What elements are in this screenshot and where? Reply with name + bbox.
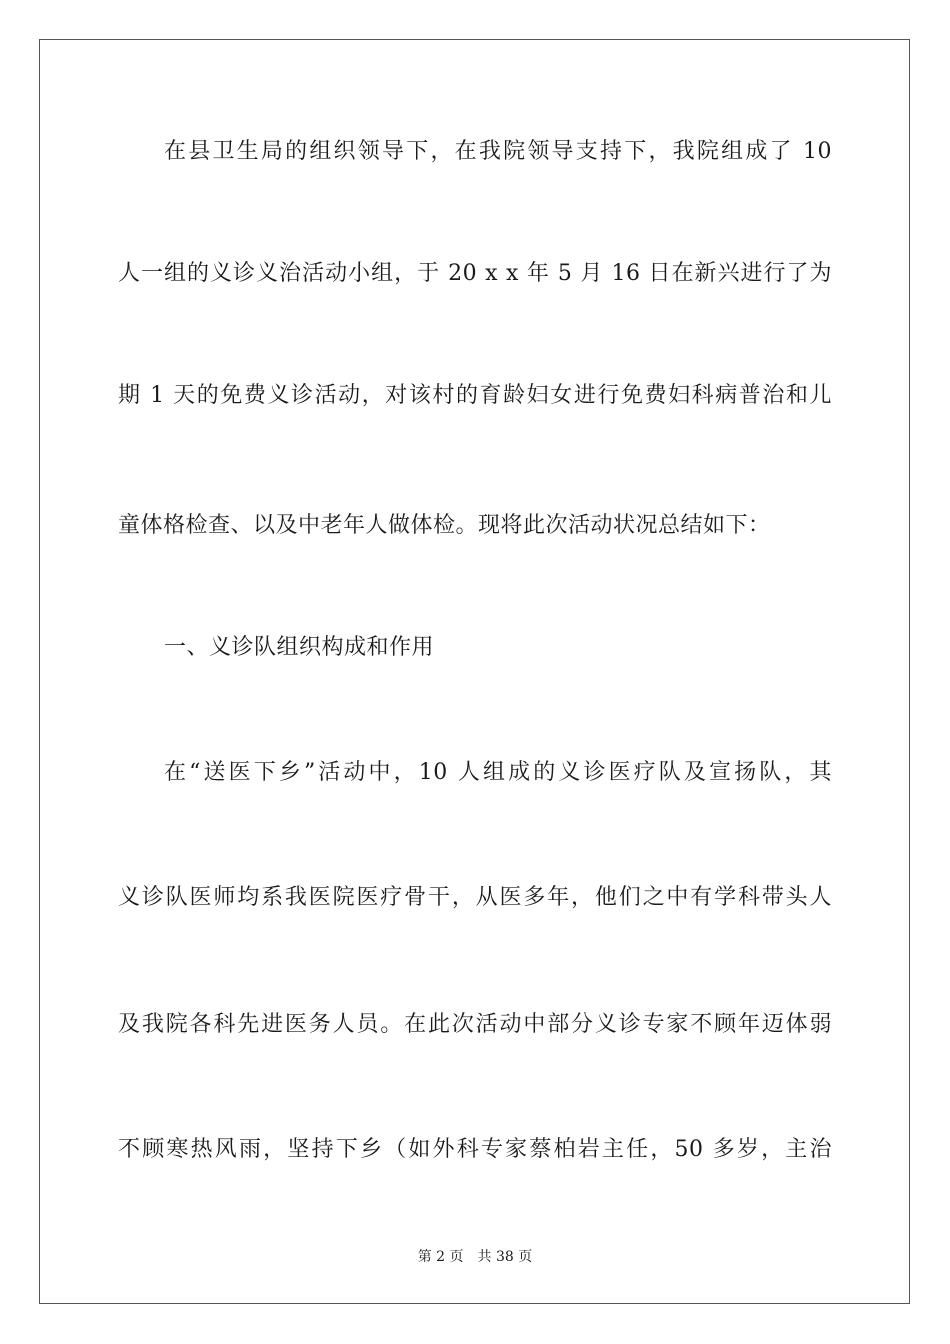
paragraph-line: 在“送医下乡”活动中，10 人组成的义诊医疗队及宣扬队，其: [164, 760, 832, 785]
page-total: 共 38 页: [477, 1249, 533, 1265]
paragraph-line: 童体格检查、以及中老年人做体检。现将此次活动状况总结如下：: [118, 513, 771, 538]
paragraph-line: 期 1 天的免费义诊活动，对该村的育龄妇女进行免费妇科病普治和儿: [118, 383, 832, 408]
page-footer: [0, 1248, 950, 1266]
paragraph-line: 及我院各科先进医务人员。在此次活动中部分义诊专家不顾年迈体弱: [118, 1012, 832, 1037]
paragraph-line: 人一组的义诊义治活动小组，于 20 x x 年 5 月 16 日在新兴进行了为: [118, 261, 832, 286]
paragraph-line: 不顾寒热风雨，坚持下乡（如外科专家蔡柏岩主任，50 多岁，主治: [118, 1137, 832, 1162]
page-number: 第 2 页: [417, 1249, 464, 1265]
paragraph-line: 义诊队医师均系我医院医疗骨干，从医多年，他们之中有学科带头人: [118, 885, 832, 910]
paragraph-line: 在县卫生局的组织领导下，在我院领导支持下，我院组成了 10: [164, 139, 832, 164]
section-heading: 一、义诊队组织构成和作用: [164, 635, 435, 660]
page-border: [39, 39, 910, 1304]
